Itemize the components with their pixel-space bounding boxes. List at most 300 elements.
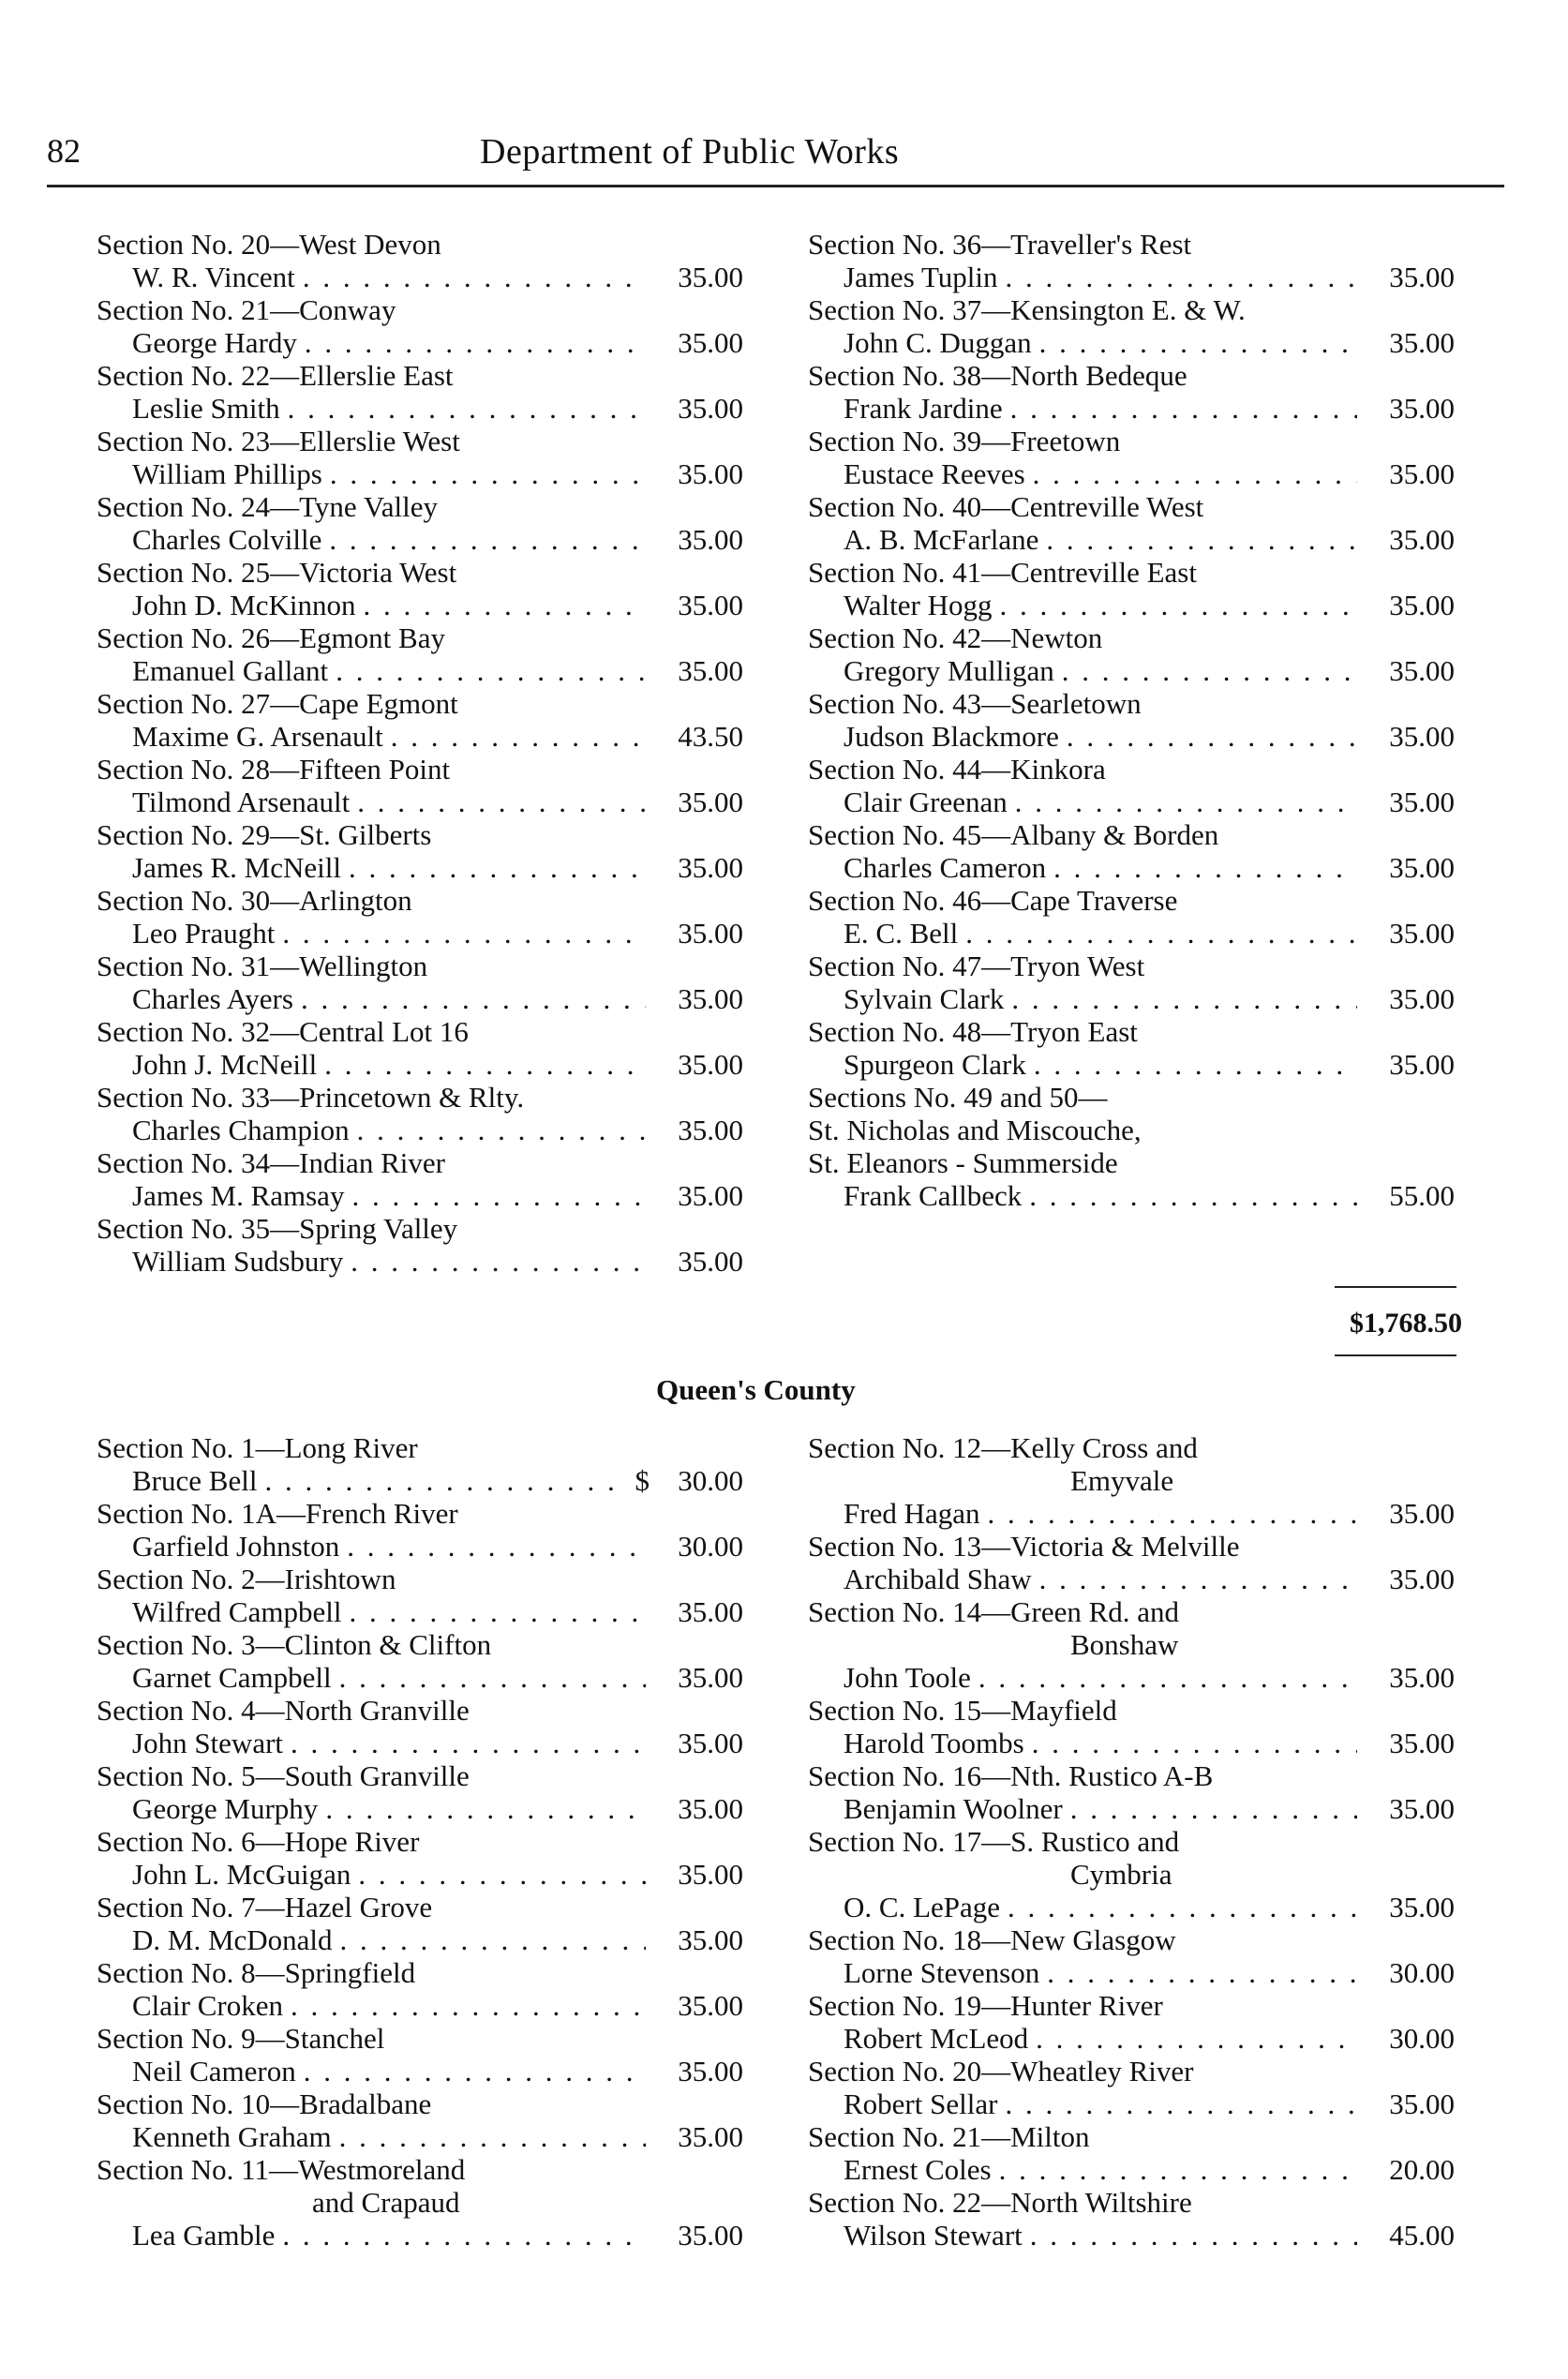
payee-row [97,1114,743,1146]
payee-name: Frank Callbeck [844,1179,1023,1212]
section-heading: Section No. 47—Tryon West [808,950,1145,982]
payment-amount: 35.00 [1389,851,1455,884]
payee-row [97,1727,743,1759]
payment-amount: 35.00 [678,589,743,621]
section-heading: Section No. 15—Mayfield [808,1694,1117,1727]
payee-name: O. C. LePage [844,1891,1001,1923]
section-entry [97,1956,743,2022]
payee-row [97,1989,743,2022]
section-entry [808,1989,1455,2055]
section-heading: Section No. 6—Hope River [97,1825,420,1858]
section-entry [808,1530,1455,1595]
section-entry [97,1212,743,1278]
section-heading: Section No. 40—Centreville West [808,490,1204,523]
payment-amount: 35.00 [678,917,743,950]
payment-amount: 35.00 [1389,589,1455,621]
payment-amount: 35.00 [1389,261,1455,293]
payee-row [808,917,1455,950]
payment-amount: 35.00 [678,2120,743,2153]
section-heading: Section No. 26—Egmont Bay [97,621,445,654]
section-heading: Section No. 17—S. Rustico and [808,1825,1180,1858]
section-entry [808,228,1455,293]
section-entry [808,1923,1455,1989]
dot-leader [1039,1563,1357,1595]
payee-name: Garfield Johnston [132,1530,340,1563]
section-heading: Section No. 31—Wellington [97,950,428,982]
section-heading-continued: and Crapaud [312,2186,460,2219]
payee-row [97,392,743,425]
dot-leader [339,2120,646,2153]
payee-name: James Tuplin [844,261,998,293]
payee-name: John C. Duggan [844,326,1032,359]
payee-row [808,523,1455,556]
section-entry [808,490,1455,556]
dot-leader [1062,654,1357,687]
payment-amount: 35.00 [1389,786,1455,818]
dot-leader [351,1245,646,1278]
payment-amount: 35.00 [678,261,743,293]
section-heading: Section No. 25—Victoria West [97,556,457,589]
payee-row [808,2219,1455,2252]
section-entry [97,359,743,425]
section-heading: Section No. 21—Milton [808,2120,1090,2153]
payee-name: Eustace Reeves [844,457,1025,490]
payee-name: Spurgeon Clark [844,1048,1026,1081]
payment-amount: 35.00 [678,1245,743,1278]
dot-leader [357,786,646,818]
payee-row [97,1661,743,1694]
payment-amount: 35.00 [678,786,743,818]
section-heading: Section No. 24—Tyne Valley [97,490,439,523]
payee-name: Charles Ayers [132,982,293,1015]
section-entry [97,621,743,687]
section-entry [808,2055,1455,2120]
payment-amount: 35.00 [678,1858,743,1891]
section-entry [97,490,743,556]
payee-row [97,523,743,556]
section-entry [97,293,743,359]
payee-row [808,261,1455,293]
payment-amount: 35.00 [1389,1661,1455,1694]
section-entry [808,1825,1455,1923]
payment-amount: 30.00 [678,1530,743,1563]
top-right-column [808,228,1455,1212]
dot-leader [1033,457,1357,490]
section-entry [97,687,743,753]
section-entry [808,1759,1455,1825]
section-heading: Section No. 41—Centreville East [808,556,1197,589]
payee-row [808,786,1455,818]
section-entry [808,1595,1455,1694]
payee-row [808,1048,1455,1081]
payee-name: William Phillips [132,457,322,490]
section-heading: Section No. 37—Kensington E. & W. [808,293,1246,326]
dot-leader [1070,1792,1357,1825]
payee-row [97,1530,743,1563]
section-heading: Section No. 14—Green Rd. and [808,1595,1180,1628]
payee-name: Harold Toombs [844,1727,1024,1759]
payee-name: Fred Hagan [844,1497,980,1530]
section-entry [97,2153,743,2252]
payee-row [97,2120,743,2153]
payment-amount: 35.00 [1389,457,1455,490]
section-heading: Section No. 20—West Devon [97,228,441,261]
payee-row [808,1661,1455,1694]
dot-leader [965,917,1357,950]
section-entry [97,1431,743,1497]
dot-leader [1067,720,1357,753]
section-entry [97,1563,743,1628]
payee-name: John L. McGuigan [132,1858,351,1891]
dot-leader [1034,1048,1357,1081]
dot-leader [1029,1179,1357,1212]
section-entry [808,2120,1455,2186]
payee-name: Clair Greenan [844,786,1008,818]
section-heading: Section No. 32—Central Lot 16 [97,1015,469,1048]
section-heading: Section No. 38—North Bedeque [808,359,1187,392]
section-heading: Section No. 20—Wheatley River [808,2055,1194,2087]
section-heading: Section No. 11—Westmoreland [97,2153,466,2186]
payee-row [808,1563,1455,1595]
payee-name: Maxime G. Arsenault [132,720,383,753]
section-entry [808,884,1455,950]
section-heading: Section No. 19—Hunter River [808,1989,1163,2022]
dot-leader [357,1114,646,1146]
dollar-sign: $ [635,1464,650,1497]
payee-name: Leo Praught [132,917,276,950]
payment-amount: 30.00 [1389,1956,1455,1989]
dot-leader [1036,2022,1357,2055]
dot-leader [264,1464,625,1497]
dot-leader [978,1661,1357,1694]
payee-row [808,2087,1455,2120]
dot-leader [325,1792,646,1825]
payee-name: Leslie Smith [132,392,280,425]
payee-name: W. R. Vincent [132,261,295,293]
section-heading: Sections No. 49 and 50— [808,1081,1108,1114]
payee-name: Ernest Coles [844,2153,992,2186]
section-entry [808,753,1455,818]
payee-name: John J. McNeill [132,1048,318,1081]
page-title: Department of Public Works [480,132,900,172]
payee-name: Walter Hogg [844,589,993,621]
payee-row [97,589,743,621]
payee-name: James M. Ramsay [132,1179,345,1212]
payee-name: James R. McNeill [132,851,341,884]
payee-name: Bruce Bell [132,1464,258,1497]
dot-leader [282,917,646,950]
payee-row [808,982,1455,1015]
dot-leader [1015,786,1357,818]
payment-amount: 35.00 [1389,523,1455,556]
payment-amount: 35.00 [678,326,743,359]
payee-row [97,2055,743,2087]
payment-amount: 35.00 [1389,1048,1455,1081]
dot-leader [329,523,646,556]
payee-row [808,1497,1455,1530]
section-entry [808,359,1455,425]
dot-leader [330,457,646,490]
payee-name: Wilfred Campbell [132,1595,342,1628]
payment-amount: 20.00 [1389,2153,1455,2186]
section-heading: Section No. 10—Bradalbane [97,2087,432,2120]
county-total: $1,768.50 [1350,1308,1462,1339]
section-entry [97,1081,743,1146]
section-heading: Section No. 9—Stanchel [97,2022,385,2055]
section-entry [97,1825,743,1891]
section-heading: Section No. 30—Arlington [97,884,412,917]
payment-amount: 35.00 [678,523,743,556]
dot-leader [1047,1956,1357,1989]
payment-amount: 35.00 [678,1595,743,1628]
payment-amount: 35.00 [1389,917,1455,950]
payment-amount: 35.00 [678,1179,743,1212]
payment-amount: 35.00 [678,1727,743,1759]
dot-leader [1008,1891,1357,1923]
section-heading: Section No. 22—North Wiltshire [808,2186,1192,2219]
section-entry [808,621,1455,687]
section-heading-continued: Bonshaw [1070,1628,1179,1661]
payee-row [97,1792,743,1825]
payment-amount: 30.00 [1389,2022,1455,2055]
payee-name: George Murphy [132,1792,319,1825]
payee-row [808,1956,1455,1989]
section-heading: Section No. 4—North Granville [97,1694,470,1727]
payee-name: William Sudsbury [132,1245,344,1278]
payee-name: Robert Sellar [844,2087,998,2120]
section-heading: Section No. 3—Clinton & Clifton [97,1628,492,1661]
section-heading: Section No. 22—Ellerslie East [97,359,454,392]
section-heading: Section No. 7—Hazel Grove [97,1891,433,1923]
payment-amount: 35.00 [1389,1563,1455,1595]
header-rule [47,185,1504,187]
section-entry [808,687,1455,753]
dot-leader [1039,326,1357,359]
payment-amount: 35.00 [678,457,743,490]
section-entry [808,1015,1455,1081]
payee-row [808,326,1455,359]
payee-name: D. M. McDonald [132,1923,333,1956]
payee-row [97,1179,743,1212]
dot-leader [324,1048,646,1081]
payee-row [97,2219,743,2252]
payee-row [97,1245,743,1278]
dot-leader [291,1989,646,2022]
bottom-left-column [97,1431,743,2252]
bottom-right-column [808,1431,1455,2252]
payee-row [808,392,1455,425]
payee-name: Garnet Campbell [132,1661,332,1694]
payment-amount: 35.00 [1389,1497,1455,1530]
section-heading: Section No. 39—Freetown [808,425,1121,457]
section-heading: Section No. 46—Cape Traverse [808,884,1178,917]
section-entry [97,1497,743,1563]
dot-leader [1005,2087,1357,2120]
payee-name: Sylvain Clark [844,982,1005,1015]
payee-name: Frank Jardine [844,392,1003,425]
payee-row [808,2153,1455,2186]
payee-name: Tilmond Arsenault [132,786,351,818]
payee-row [97,851,743,884]
payee-row [808,1891,1455,1923]
payment-amount: 35.00 [678,2219,743,2252]
section-heading: Section No. 12—Kelly Cross and [808,1431,1198,1464]
payment-amount: 35.00 [678,2055,743,2087]
section-entry [97,950,743,1015]
dot-leader [391,720,646,753]
dot-leader [364,589,646,621]
payee-row [808,654,1455,687]
section-entry [97,2087,743,2153]
payee-row [97,917,743,950]
section-heading-continued: Cymbria [1070,1858,1172,1891]
section-entry [808,293,1455,359]
dot-leader [336,654,646,687]
section-entry [808,818,1455,884]
payment-amount: 35.00 [1389,326,1455,359]
payee-name: A. B. McFarlane [844,523,1039,556]
section-entry [97,228,743,293]
payee-row [97,1464,743,1497]
payee-name: Lorne Stevenson [844,1956,1040,1989]
payment-amount: 30.00 [678,1464,743,1497]
dot-leader [303,261,646,293]
payee-name: Judson Blackmore [844,720,1059,753]
section-heading: Section No. 43—Searletown [808,687,1142,720]
payment-amount: 35.00 [678,1114,743,1146]
payee-name: Clair Croken [132,1989,283,2022]
dot-leader [282,2219,646,2252]
payment-amount: 35.00 [1389,720,1455,753]
section-heading: Section No. 8—Springfield [97,1956,416,1989]
section-entry [97,1628,743,1694]
payee-name: Kenneth Graham [132,2120,332,2153]
section-entry [808,2186,1455,2252]
section-heading: Section No. 36—Traveller's Rest [808,228,1192,261]
total-rule-bottom [1335,1354,1456,1356]
payee-row [97,1858,743,1891]
section-entry [97,884,743,950]
section-entry [97,425,743,490]
section-entry [97,1694,743,1759]
payment-amount: 35.00 [1389,654,1455,687]
section-heading: Section No. 48—Tryon East [808,1015,1138,1048]
dot-leader [291,1727,646,1759]
dot-leader [1032,1727,1357,1759]
payee-row [97,720,743,753]
dot-leader [347,1530,646,1563]
dot-leader [288,392,646,425]
payment-amount: 35.00 [1389,1727,1455,1759]
section-entry [808,1431,1455,1530]
section-heading: Section No. 29—St. Gilberts [97,818,432,851]
payee-name: Archibald Shaw [844,1563,1032,1595]
section-entry [97,1015,743,1081]
payment-amount: 35.00 [1389,1792,1455,1825]
payment-amount: 35.00 [678,392,743,425]
section-heading: Section No. 42—Newton [808,621,1103,654]
payee-name: E. C. Bell [844,917,959,950]
dot-leader [987,1497,1357,1530]
payee-row [808,1727,1455,1759]
dot-leader [304,2055,646,2087]
payee-name: Neil Cameron [132,2055,296,2087]
section-heading: Section No. 5—South Granville [97,1759,470,1792]
payee-row [97,786,743,818]
dot-leader [340,1923,646,1956]
dot-leader [999,589,1357,621]
section-entry [808,950,1455,1015]
payment-amount: 35.00 [678,1661,743,1694]
payment-amount: 35.00 [678,1048,743,1081]
payee-row [97,1923,743,1956]
payment-amount: 35.00 [678,654,743,687]
payee-row [97,261,743,293]
payment-amount: 35.00 [1389,392,1455,425]
payee-name: Gregory Mulligan [844,654,1054,687]
payment-amount: 45.00 [1389,2219,1455,2252]
dot-leader [999,2153,1357,2186]
section-entry [97,1759,743,1825]
payee-row [808,457,1455,490]
dot-leader [1006,261,1357,293]
dot-leader [1046,523,1357,556]
payee-row [97,1595,743,1628]
county-heading: Queen's County [656,1373,856,1406]
payment-amount: 35.00 [678,1989,743,2022]
payment-amount: 35.00 [1389,2087,1455,2120]
section-heading: Section No. 28—Fifteen Point [97,753,451,786]
section-entry [808,425,1455,490]
payee-name: Emanuel Gallant [132,654,329,687]
section-entry [97,1146,743,1212]
section-heading: Section No. 33—Princetown & Rlty. [97,1081,525,1114]
section-heading: Section No. 1—Long River [97,1431,418,1464]
payee-row [97,326,743,359]
payee-row [808,1792,1455,1825]
payment-amount: 35.00 [678,851,743,884]
section-entry [97,556,743,621]
payee-name: Charles Colville [132,523,322,556]
payee-row [808,589,1455,621]
payment-amount: 35.00 [678,982,743,1015]
section-heading-continued: St. Nicholas and Miscouche, [808,1114,1142,1146]
payee-row [97,1048,743,1081]
payee-name: John Toole [844,1661,971,1694]
section-entry [97,2022,743,2087]
section-heading: Section No. 13—Victoria & Melville [808,1530,1240,1563]
dot-leader [1010,392,1357,425]
page-number: 82 [47,132,81,170]
payee-row [808,2022,1455,2055]
section-heading: Section No. 35—Spring Valley [97,1212,458,1245]
payment-amount: 55.00 [1389,1179,1455,1212]
section-heading: Section No. 44—Kinkora [808,753,1106,786]
payee-name: John D. McKinnon [132,589,356,621]
payee-row [97,654,743,687]
dot-leader [349,1595,646,1628]
payee-row [97,982,743,1015]
section-heading: Section No. 27—Cape Egmont [97,687,458,720]
section-heading: Section No. 34—Indian River [97,1146,445,1179]
payment-amount: 35.00 [1389,982,1455,1015]
dot-leader [349,851,646,884]
dot-leader [1011,982,1357,1015]
dot-leader [339,1661,646,1694]
payee-row [97,457,743,490]
section-entry [808,1081,1455,1212]
section-heading: Section No. 21—Conway [97,293,396,326]
